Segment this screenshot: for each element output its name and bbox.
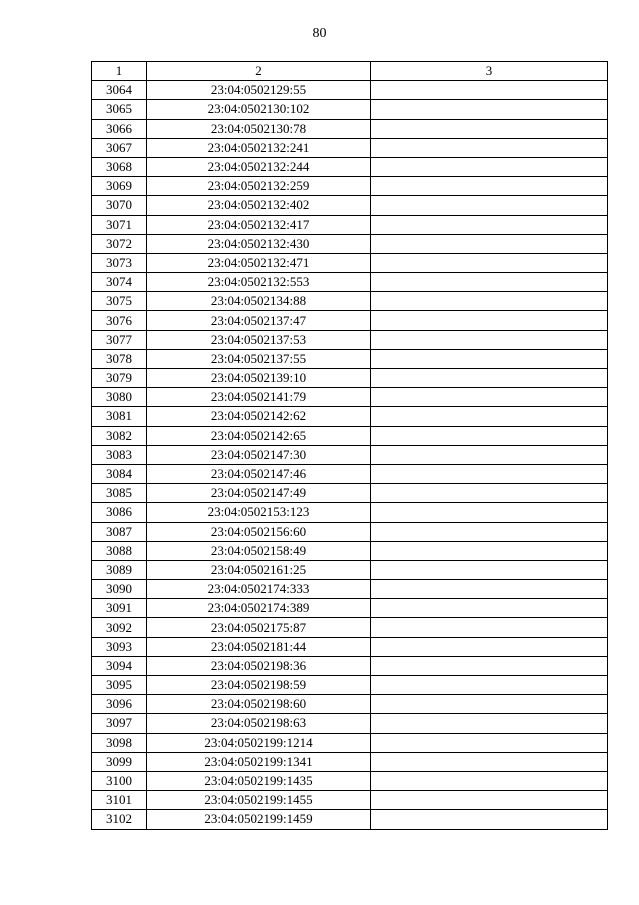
note-cell: [371, 273, 608, 292]
cadastral-number-cell: 23:04:0502199:1341: [147, 752, 371, 771]
row-number-cell: 3093: [92, 637, 147, 656]
cadastral-number-cell: 23:04:0502137:47: [147, 311, 371, 330]
page-number: 80: [312, 26, 327, 41]
cadastral-number-cell: 23:04:0502137:55: [147, 349, 371, 368]
cadastral-number-cell: 23:04:0502132:553: [147, 273, 371, 292]
note-cell: [371, 119, 608, 138]
note-cell: [371, 100, 608, 119]
row-number-cell: 3096: [92, 695, 147, 714]
table-row: [92, 522, 608, 541]
cadastral-number-cell: 23:04:0502132:417: [147, 215, 371, 234]
cadastral-number-cell: 23:04:0502132:259: [147, 177, 371, 196]
table-row: [92, 196, 608, 215]
column-header-1: 1: [92, 62, 147, 81]
cadastral-number-cell: 23:04:0502132:430: [147, 234, 371, 253]
table-row: [92, 100, 608, 119]
column-header-3: 3: [371, 62, 608, 81]
table-row: [92, 618, 608, 637]
cadastral-number-cell: 23:04:0502156:60: [147, 522, 371, 541]
row-number-cell: 3072: [92, 234, 147, 253]
note-cell: [371, 292, 608, 311]
table-row: [92, 599, 608, 618]
table-row: [92, 292, 608, 311]
cadastral-number-cell: 23:04:0502130:102: [147, 100, 371, 119]
note-cell: [371, 426, 608, 445]
cadastral-number-cell: 23:04:0502129:55: [147, 81, 371, 100]
table-row: [92, 810, 608, 829]
note-cell: [371, 349, 608, 368]
cadastral-number-cell: 23:04:0502199:1459: [147, 810, 371, 829]
table-row: [92, 311, 608, 330]
cadastral-number-cell: 23:04:0502147:46: [147, 464, 371, 483]
row-number-cell: 3065: [92, 100, 147, 119]
table-row: [92, 464, 608, 483]
table-row: [92, 484, 608, 503]
row-number-cell: 3087: [92, 522, 147, 541]
cadastral-number-cell: 23:04:0502139:10: [147, 369, 371, 388]
table-row: [92, 119, 608, 138]
cadastral-number-cell: 23:04:0502161:25: [147, 560, 371, 579]
note-cell: [371, 445, 608, 464]
note-cell: [371, 733, 608, 752]
table-row: [92, 541, 608, 560]
note-cell: [371, 752, 608, 771]
table-row: [92, 560, 608, 579]
note-cell: [371, 157, 608, 176]
table-row: [92, 388, 608, 407]
table-row: [92, 273, 608, 292]
row-number-cell: 3099: [92, 752, 147, 771]
note-cell: [371, 311, 608, 330]
cadastral-number-cell: 23:04:0502132:244: [147, 157, 371, 176]
row-number-cell: 3094: [92, 656, 147, 675]
column-header-2: 2: [147, 62, 371, 81]
cadastral-number-cell: 23:04:0502199:1455: [147, 791, 371, 810]
cadastral-number-cell: 23:04:0502174:389: [147, 599, 371, 618]
row-number-cell: 3095: [92, 676, 147, 695]
row-number-cell: 3071: [92, 215, 147, 234]
table-row: [92, 637, 608, 656]
table-row: [92, 157, 608, 176]
row-number-cell: 3067: [92, 138, 147, 157]
note-cell: [371, 637, 608, 656]
table-row: [92, 407, 608, 426]
row-number-cell: 3090: [92, 580, 147, 599]
cadastral-number-cell: 23:04:0502130:78: [147, 119, 371, 138]
note-cell: [371, 714, 608, 733]
row-number-cell: 3097: [92, 714, 147, 733]
table-row: [92, 733, 608, 752]
cadastral-number-cell: 23:04:0502198:36: [147, 656, 371, 675]
cadastral-number-cell: 23:04:0502132:241: [147, 138, 371, 157]
row-number-cell: 3066: [92, 119, 147, 138]
row-number-cell: 3073: [92, 253, 147, 272]
row-number-cell: 3078: [92, 349, 147, 368]
cadastral-number-cell: 23:04:0502198:59: [147, 676, 371, 695]
note-cell: [371, 196, 608, 215]
note-cell: [371, 695, 608, 714]
row-number-cell: 3077: [92, 330, 147, 349]
table-row: [92, 676, 608, 695]
row-number-cell: 3074: [92, 273, 147, 292]
cadastral-number-cell: 23:04:0502181:44: [147, 637, 371, 656]
cadastral-number-cell: 23:04:0502142:62: [147, 407, 371, 426]
note-cell: [371, 580, 608, 599]
row-number-cell: 3080: [92, 388, 147, 407]
row-number-cell: 3091: [92, 599, 147, 618]
note-cell: [371, 560, 608, 579]
cadastral-number-cell: 23:04:0502199:1435: [147, 771, 371, 790]
row-number-cell: 3102: [92, 810, 147, 829]
table-row: [92, 752, 608, 771]
note-cell: [371, 618, 608, 637]
note-cell: [371, 810, 608, 829]
note-cell: [371, 215, 608, 234]
row-number-cell: 3081: [92, 407, 147, 426]
table-row: [92, 656, 608, 675]
cadastral-table: [91, 61, 608, 830]
cadastral-number-cell: 23:04:0502134:88: [147, 292, 371, 311]
row-number-cell: 3089: [92, 560, 147, 579]
note-cell: [371, 234, 608, 253]
note-cell: [371, 599, 608, 618]
cadastral-number-cell: 23:04:0502199:1214: [147, 733, 371, 752]
note-cell: [371, 676, 608, 695]
table-row: [92, 349, 608, 368]
table-row: [92, 138, 608, 157]
cadastral-number-cell: 23:04:0502174:333: [147, 580, 371, 599]
cadastral-number-cell: 23:04:0502198:63: [147, 714, 371, 733]
table-row: [92, 771, 608, 790]
cadastral-number-cell: 23:04:0502198:60: [147, 695, 371, 714]
cadastral-number-cell: 23:04:0502137:53: [147, 330, 371, 349]
table-header-row: [92, 62, 608, 81]
table-row: [92, 580, 608, 599]
table-row: [92, 215, 608, 234]
cadastral-number-cell: 23:04:0502153:123: [147, 503, 371, 522]
row-number-cell: 3086: [92, 503, 147, 522]
cadastral-number-cell: 23:04:0502132:402: [147, 196, 371, 215]
note-cell: [371, 138, 608, 157]
note-cell: [371, 407, 608, 426]
note-cell: [371, 253, 608, 272]
row-number-cell: 3083: [92, 445, 147, 464]
note-cell: [371, 541, 608, 560]
cadastral-number-cell: 23:04:0502132:471: [147, 253, 371, 272]
cadastral-number-cell: 23:04:0502175:87: [147, 618, 371, 637]
row-number-cell: 3085: [92, 484, 147, 503]
cadastral-number-cell: 23:04:0502142:65: [147, 426, 371, 445]
note-cell: [371, 81, 608, 100]
row-number-cell: 3079: [92, 369, 147, 388]
row-number-cell: 3069: [92, 177, 147, 196]
table-row: [92, 330, 608, 349]
row-number-cell: 3076: [92, 311, 147, 330]
row-number-cell: 3084: [92, 464, 147, 483]
note-cell: [371, 464, 608, 483]
cadastral-number-cell: 23:04:0502147:30: [147, 445, 371, 464]
row-number-cell: 3100: [92, 771, 147, 790]
note-cell: [371, 503, 608, 522]
table-row: [92, 445, 608, 464]
table-row: [92, 426, 608, 445]
row-number-cell: 3101: [92, 791, 147, 810]
row-number-cell: 3098: [92, 733, 147, 752]
note-cell: [371, 484, 608, 503]
note-cell: [371, 369, 608, 388]
table-row: [92, 791, 608, 810]
row-number-cell: 3088: [92, 541, 147, 560]
row-number-cell: 3064: [92, 81, 147, 100]
cadastral-number-cell: 23:04:0502141:79: [147, 388, 371, 407]
table-row: [92, 234, 608, 253]
table-row: [92, 253, 608, 272]
note-cell: [371, 177, 608, 196]
cadastral-number-cell: 23:04:0502147:49: [147, 484, 371, 503]
row-number-cell: 3082: [92, 426, 147, 445]
note-cell: [371, 791, 608, 810]
table-row: [92, 503, 608, 522]
table-row: [92, 81, 608, 100]
table-row: [92, 695, 608, 714]
table-row: [92, 714, 608, 733]
note-cell: [371, 771, 608, 790]
note-cell: [371, 656, 608, 675]
table-body: [92, 81, 608, 829]
row-number-cell: 3070: [92, 196, 147, 215]
row-number-cell: 3068: [92, 157, 147, 176]
note-cell: [371, 522, 608, 541]
table-row: [92, 369, 608, 388]
row-number-cell: 3075: [92, 292, 147, 311]
note-cell: [371, 330, 608, 349]
note-cell: [371, 388, 608, 407]
table-row: [92, 177, 608, 196]
row-number-cell: 3092: [92, 618, 147, 637]
cadastral-number-cell: 23:04:0502158:49: [147, 541, 371, 560]
